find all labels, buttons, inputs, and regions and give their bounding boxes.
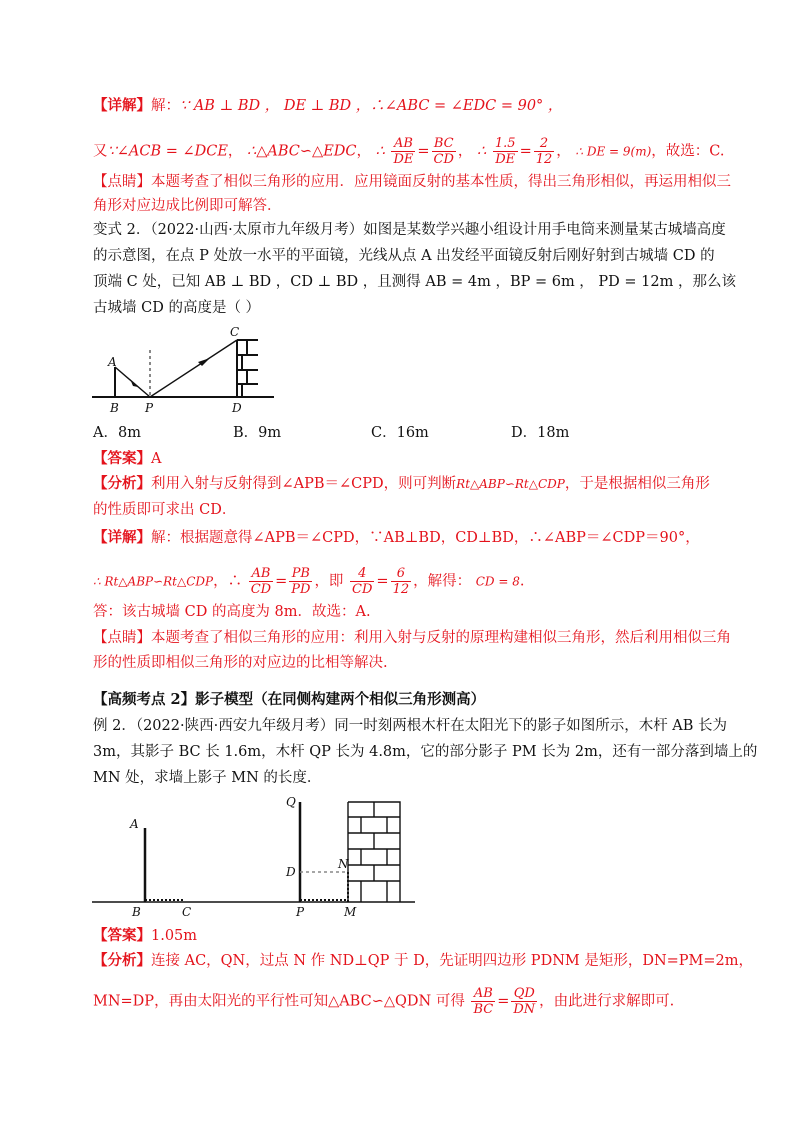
analysis-line-1 (93, 474, 710, 494)
example-line-2: 3m，其影子 BC 长 1.6m，木杆 QP 长为 4.8m，它的部分影子 PM 长为 2m，还有一部分落到墙上的 (93, 744, 758, 760)
dianjing-line-1: 【点睛】本题考查了相似三角形的应用．应用镜面反射的基本性质，得出三角形相似，再运用相似三 (93, 174, 731, 190)
variant-line-1: 变式 2．（2022·山西·太原市九年级月考）如图是某数学兴趣小组设计用手电筒来测量某古城墙高度 (93, 222, 726, 238)
label-b: B (110, 401, 119, 415)
analysis2-line-1 (93, 951, 753, 971)
math-ji: ，即 (314, 573, 344, 590)
analysis-tag: 【分析】 (93, 475, 151, 492)
analysis2-text-2: MN=DP，再由太阳光的平行性可知△ABC∽△QDN 可得 (93, 993, 465, 1010)
analysis-tail: ，于是根据相似三角形 (564, 476, 710, 492)
label-n: N (338, 857, 349, 871)
detail-tag: 【详解】 (93, 97, 151, 114)
example-line-1: 例 2．（2022·陕西·西安九年级月考）同一时刻两根木杆在太阳光下的影子如图所示，木杆 AB 长为 (93, 718, 728, 734)
math-similar: ∴△ABC∽△EDC (247, 143, 357, 160)
label-p: P (296, 905, 305, 919)
math-therefore: ，∴ (213, 573, 243, 590)
label-a: A (108, 355, 117, 369)
section-heading: 【高频考点 2】影子模型（在同侧构建两个相似三角形测高） (93, 691, 486, 708)
option-c: C．16m (371, 425, 429, 441)
label-a: A (130, 817, 139, 831)
detail-line-2: 又∵∠ACB = ∠DCE， ∴△ABC∽△EDC， ∴ $\frac{AB}{DE}$ = $\frac{BC}{CD}$ ， ∴ $\frac{1.5}{DE}$ = $\frac{2}{12}$ ， ∴ DE = 9(m)，故选：C. (93, 136, 725, 167)
reflected-ray (150, 340, 237, 397)
answer-sentence: 答：该古城墙 CD 的高度为 8m．故选：A. (93, 604, 371, 620)
solution-line-2: ∴ Rt△ABP∽Rt△CDP，∴ $\frac{AB}{CD}$ = $\frac{PB}{PD}$ ，即 $\frac{4}{CD}$ = $\frac{6}{12}$ ，解得： CD = 8. (93, 566, 525, 597)
fraction-bc-cd: $\frac{BC}{CD}$ (433, 136, 454, 167)
math-result: ∴ DE = 9(m) (575, 144, 652, 159)
answer2-value: 1.05m (151, 928, 198, 944)
analysis2-line-2 (93, 986, 674, 1017)
fraction-pb-pd: $\frac{PB}{PD}$ (291, 566, 311, 597)
math-period: . (519, 573, 525, 590)
analysis2-tail: ，由此进行求解即可. (539, 993, 675, 1010)
option-b: B．9m (233, 425, 282, 441)
answer-value: A (151, 451, 162, 467)
detail-math: ∵ AB ⊥ BD ， DE ⊥ BD ，∴∠ABC = ∠EDC = 90° ， (180, 98, 563, 114)
shadow-figure (90, 790, 420, 920)
option-d: D．18m (511, 425, 570, 441)
answer-tag: 【答案】 (93, 450, 151, 467)
dianjing2-line-1: 【点睛】本题考查了相似三角形的应用：利用入射与反射的原理构建相似三角形，然后利用相似三角 (93, 630, 731, 646)
label-b: B (132, 905, 141, 919)
solution-tag: 【详解】 (93, 529, 151, 546)
fraction-15-de: $\frac{1.5}{DE}$ (494, 136, 516, 167)
solution-text: 解：根据题意得∠APB＝∠CPD，∵AB⊥BD，CD⊥BD，∴∠ABP＝∠CDP＝90°， (151, 530, 700, 546)
analysis-text: 利用入射与反射得到∠APB＝∠CPD，则可判断 (151, 476, 457, 492)
fraction-6-12: $\frac{6}{12}$ (392, 566, 410, 597)
fraction-qd-dn: $\frac{QD}{DN}$ (513, 986, 536, 1017)
fraction-ab-de: $\frac{AB}{DE}$ (393, 136, 414, 167)
fraction-ab-cd: $\frac{AB}{CD}$ (250, 566, 272, 597)
you-char: 又 (93, 143, 108, 160)
math-cd-result: CD = 8 (475, 574, 520, 589)
answer2-tag: 【答案】 (93, 927, 151, 944)
variant-line-3: 顶端 C 处，已知 AB ⊥ BD ，CD ⊥ BD ，且测得 AB = 4m ，BP = 6m ， PD = 12m ，那么该 (93, 274, 736, 290)
variant-line-4: 古城墙 CD 的高度是（ ） (93, 300, 261, 316)
label-d: D (232, 401, 242, 415)
solution-line-1 (93, 528, 700, 548)
math-solve: ，解得： (413, 573, 472, 590)
option-a: A．8m (93, 425, 141, 441)
label-c: C (230, 325, 240, 339)
options-row (93, 423, 569, 443)
label-d: D (286, 865, 296, 879)
analysis-line-2: 的性质即可求出 CD． (93, 502, 237, 518)
mirror-figure (90, 322, 280, 418)
analysis-math: Rt△ABP∽Rt△CDP (456, 477, 565, 491)
dianjing2-line-2: 形的性质即相似三角形的对应边的比相等解决. (93, 655, 388, 671)
variant-line-2: 的示意图，在点 P 处放一水平的平面镜，光线从点 A 出发经平面镜反射后刚好射到古城墙 CD 的 (93, 248, 715, 264)
fraction-4-cd: $\frac{4}{CD}$ (352, 566, 373, 597)
math-rt-similar: ∴ Rt△ABP∽Rt△CDP (93, 574, 214, 589)
label-p: P (145, 401, 154, 415)
fraction-2-12: $\frac{2}{12}$ (535, 136, 553, 167)
analysis2-text: 连接 AC，QN，过点 N 作 ND⊥QP 于 D，先证明四边形 PDNM 是矩形，DN=PM=2m， (151, 953, 754, 969)
dianjing-line-2: 角形对应边成比例即可解答． (93, 198, 282, 214)
wall-bricks (237, 340, 258, 397)
analysis2-tag: 【分析】 (93, 952, 151, 969)
eq-sign-2: = (497, 993, 510, 1010)
math-angle-eq: ∵∠ACB = ∠DCE (107, 143, 228, 160)
label-q: Q (286, 795, 296, 809)
eq-sign: = (417, 143, 430, 160)
example-line-3: MN 处，求墙上影子 MN 的长度． (93, 770, 322, 786)
fraction-ab-bc: $\frac{AB}{BC}$ (473, 986, 494, 1017)
label-m: M (344, 905, 357, 919)
brick-wall (348, 802, 400, 902)
detail-line-1 (93, 96, 562, 116)
math-therefore: ∴ (375, 143, 385, 160)
detail-text: 解： (151, 98, 180, 114)
math-therefore-2: ∴ (477, 143, 487, 160)
answer2-line (93, 926, 197, 946)
label-c: C (182, 905, 192, 919)
choose-c: ，故选：C. (651, 143, 725, 160)
answer-line (93, 449, 161, 469)
